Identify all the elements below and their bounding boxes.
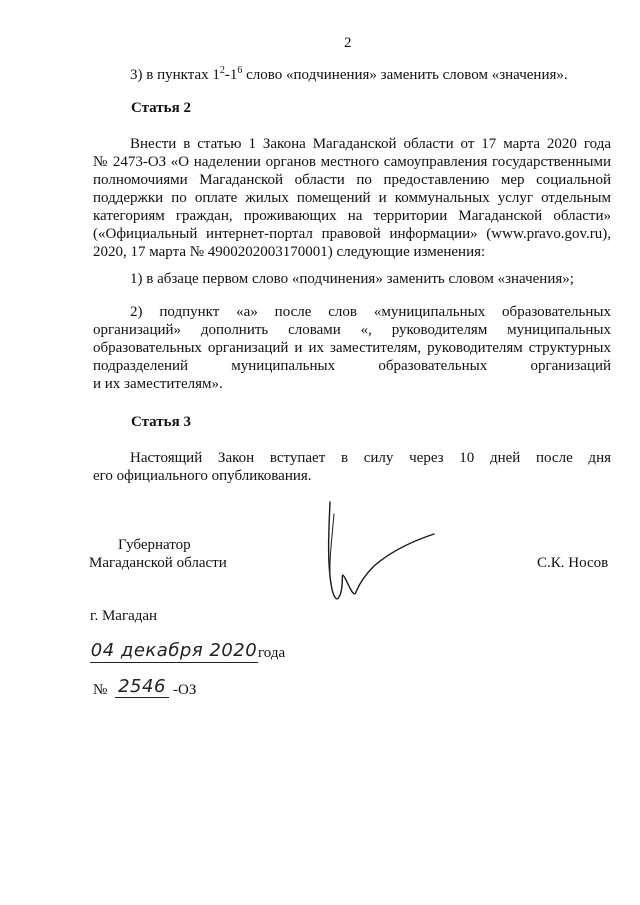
date-handwritten: 04 декабря 2020 <box>90 640 258 661</box>
place-of-signing: г. Магадан <box>90 608 158 624</box>
article-3-body <box>93 449 611 485</box>
article-2-item-2 <box>93 303 611 393</box>
signatory-region: Магаданской области <box>89 555 227 571</box>
signatory-name: С.К. Носов <box>537 555 609 571</box>
item-3-pre: 3) в пунктах 1 <box>130 67 220 83</box>
item-3-mid: -1 <box>224 67 238 83</box>
article-2-intro-line: № 2473-ОЗ «О наделении органов местного самоуправления государственными <box>93 154 611 170</box>
law-number <box>93 675 293 699</box>
article-2-intro-line: («Официальный интернет-портал правовой информации» (www.pravo.gov.ru), <box>93 226 611 242</box>
item-3 <box>130 66 568 84</box>
article-2-item-2-line: и их заместителям». <box>93 376 223 392</box>
article-2-intro-line: полномочиями Магаданской области по предоставлению мер социальной <box>93 172 611 188</box>
article-2-item-2-line: образовательных организаций и их заместителям, руководителям структурных <box>93 340 611 356</box>
article-2-item-2-line: организаций» дополнить словами «, руководителям муниципальных <box>93 322 611 338</box>
article-2-intro-line: Внести в статью 1 Закона Магаданской области от 17 марта 2020 года <box>130 136 611 152</box>
article-3-heading: Статья 3 <box>131 414 191 430</box>
article-2-intro-line: 2020, 17 марта № 4900202003170001) следующие изменения: <box>93 244 486 260</box>
date-suffix: года <box>258 645 286 661</box>
article-2-item-2-line: подразделений муниципальных образовательных организаций <box>93 358 611 374</box>
item-3-sup2: 6 <box>237 65 243 76</box>
signing-date <box>90 640 310 664</box>
handwritten-signature <box>310 488 450 613</box>
article-2-item-1: 1) в абзаце первом слово «подчинения» заменить словом «значения»; <box>130 271 574 287</box>
article-2-item-2-line: 2) подпункт «а» после слов «муниципальных образовательных <box>130 304 611 320</box>
page-number: 2 <box>344 35 352 51</box>
number-handwritten: 2546 <box>115 677 169 698</box>
number-suffix: -ОЗ <box>173 682 197 698</box>
item-3-post: слово «подчинения» заменить словом «значения». <box>242 67 568 83</box>
article-3-line: Настоящий Закон вступает в силу через 10 дней после дня <box>130 450 611 466</box>
signatory-title: Губернатор <box>118 537 191 553</box>
article-3-line: его официального опубликования. <box>93 468 312 484</box>
number-prefix: № <box>93 682 108 698</box>
article-2-intro <box>93 135 611 261</box>
article-2-intro-line: категориям граждан, проживающих на территории Магаданской области» <box>93 208 611 224</box>
article-2-heading: Статья 2 <box>131 100 191 116</box>
article-2-intro-line: поддержки по оплате жилых помещений и коммунальных услуг отдельным <box>93 190 611 206</box>
item-3-sup1: 2 <box>219 65 225 76</box>
